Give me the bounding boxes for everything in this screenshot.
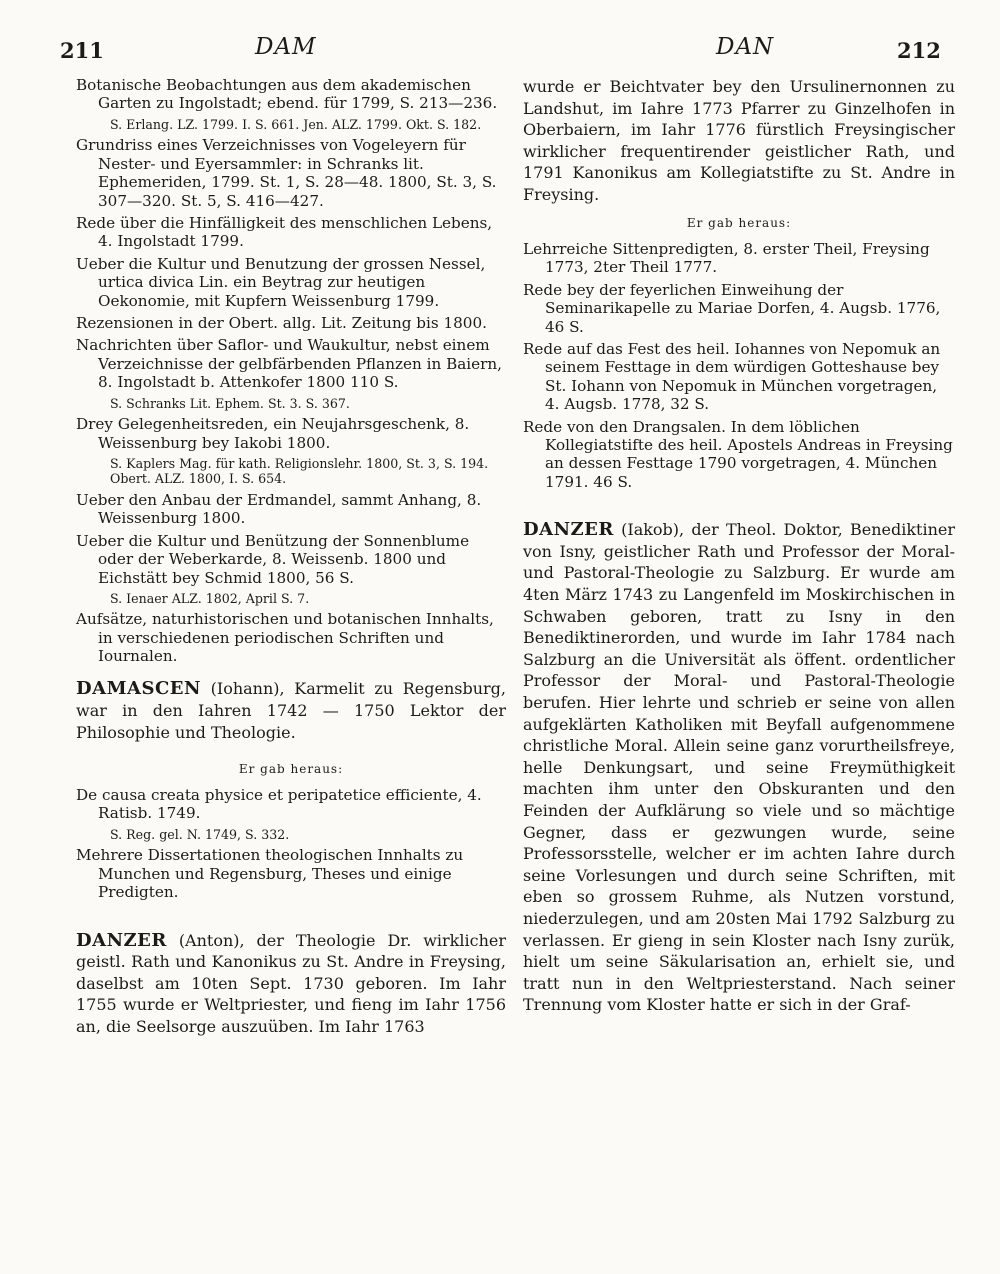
work-entry: Rede über die Hinfälligkeit des menschlichen Lebens, 4. Ingolstadt 1799. <box>76 213 493 251</box>
biography-entry-danzer-jakob <box>523 519 955 1016</box>
page-header <box>0 34 1000 70</box>
work-entry: Lehrreiche Sittenpredigten, 8. erster Theil, Freysing 1773, 2ter Theil 1777. <box>523 239 930 277</box>
left-page-number: 211 <box>60 38 104 63</box>
section-label: Er gab heraus: <box>238 761 344 776</box>
right-running-head: DAN <box>716 34 775 60</box>
right-page-number: 212 <box>897 38 941 63</box>
work-entry: Aufsätze, naturhistorischen und botanischen Innhalts, in verschiedenen periodischen Schriften und Iournalen. <box>76 610 494 666</box>
section-label: Er gab heraus: <box>686 215 792 230</box>
entry-text: (Iakob), der Theol. Doktor, Benediktiner von Isny, geistlicher Rath und Professor der Moral- und Pastoral-Theologie zu Salzburg. Er wurde am 4ten März 1743 zu Langenfeld im Moskirchischen in Schwaben geboren, tratt zu Isny in den Benediktinerorden, und wurde im Iahr 1784 nach Salzburg an die Universität als öffent. ordentlicher Professor der Moral- und Pastoral-Theologie berufen. Hier lehrte und schrieb er seine von allen aufgeklärten Katholiken mit Beyfall aufgenommene christliche Moral. Allein seine ganz vorurtheilsfreye, helle Denkungsart, und seine Freymüthigkeit machten ihm unter den Obskuranten und den Feinden der Aufklärung so viele und so mächtige Gegner, dass er gezwungen wurde, seine Professorsstelle, welcher er im achten Iahre durch seine Vorlesungen und durch seine Schriften, mit eben so grossem Ruhme, als Nutzen vorstund, niederzulegen, und am 20sten Mai 1792 Salzburg zu verlassen. Er gieng in sein Kloster nach Isny zurük, hielt um seine Säkularisation an, erhielt sie, und tratt nun in den Weltpriesterstand. Nach seiner Trennung vom Kloster hatte er sich in der Graf- <box>523 520 956 1015</box>
entry-continuation: wurde er Beichtvater bey den Ursulinernonnen zu Landshut, im Iahre 1773 Pfarrer zu Ginzelhofen in Oberbaiern, im Iahr 1776 fürstlich Freysingischer wirklicher frequentirender geistlicher Rath, und 1791 Kanonikus am Kollegiatstifte zu St. Andre in Freysing. <box>523 77 955 204</box>
biography-entry-damascen <box>76 678 506 744</box>
right-column <box>523 76 955 1032</box>
work-entry: Rezensionen in der Obert. allg. Lit. Zeitung bis 1800. <box>76 313 487 332</box>
work-entry: Ueber die Kultur und Benutzung der grossen Nessel, urtica divica Lin. ein Beytrag zur heutigen Oekonomie, mit Kupfern Weissenburg 1799. <box>76 254 486 310</box>
biography-entry-danzer-anton <box>76 930 506 1038</box>
left-running-head: DAM <box>255 34 317 60</box>
entry-headword: DANZER <box>523 519 614 541</box>
work-entry: Ueber die Kultur und Benützung der Sonnenblume oder der Weberkarde, 8. Weissenb. 1800 und Eichstätt bey Schmid 1800, 56 S. <box>76 531 470 587</box>
work-entry: De causa creata physice et peripatetice efficiente, 4. Ratisb. 1749. <box>76 786 482 823</box>
work-entry: Botanische Beobachtungen aus dem akademischen Garten zu Ingolstadt; ebend. für 1799, S. 213—236. <box>76 76 498 113</box>
entry-headword: DAMASCEN <box>76 677 201 699</box>
entry-text: (Anton), der Theologie Dr. wirklicher geistl. Rath und Kanonikus zu St. Andre in Freysing, daselbst am 10ten Sept. 1730 geboren. Im Iahr 1755 wurde er Weltpriester, und fieng im Iahr 1756 an, die Seelsorge auszuüben. Im Iahr 1763 <box>76 930 506 1036</box>
work-entry: Nachrichten über Saflor- und Waukultur, nebst einem Verzeichnisse der gelbfärbenden Pflanzen in Baiern, 8. Ingolstadt b. Attenkofer 1800 110 S. <box>76 336 503 392</box>
source-reference: S. Reg. gel. N. 1749, S. 332. <box>110 826 290 842</box>
work-entry: Rede von den Drangsalen. In dem löblichen Kollegiatstifte des heil. Apostels Andreas in Freysing an dessen Festtage 1790 vorgetragen, 4. München 1791. 46 S. <box>523 417 953 491</box>
entry-text: (Iohann), Karmelit zu Regensburg, war in den Iahren 1742 — 1750 Lektor der Philosophie und Theologie. <box>76 678 506 742</box>
work-entry: Grundriss eines Verzeichnisses von Vogeleyern für Nester- und Eyersammler: in Schranks lit. Ephemeriden, 1799. St. 1, S. 28—48. 1800, St. 3, S. 307—320. St. 5, S. 416—427. <box>76 136 497 210</box>
source-reference: S. Kaplers Mag. für kath. Religionslehr. 1800, St. 3, S. 194. Obert. ALZ. 1800, I. S. 654. <box>110 455 489 487</box>
work-entry: Drey Gelegenheitsreden, ein Neujahrsgeschenk, 8. Weissenburg bey Iakobi 1800. <box>76 415 470 452</box>
work-entry: Mehrere Dissertationen theologischen Innhalts zu Munchen und Regensburg, Theses und einige Predigten. <box>76 846 464 902</box>
work-entry: Rede bey der feyerlichen Einweihung der Seminarikapelle zu Mariae Dorfen, 4. Augsb. 1776, 46 S. <box>523 280 941 336</box>
source-reference: S. Erlang. LZ. 1799. I. S. 661. Jen. ALZ. 1799. Okt. S. 182. <box>110 116 482 132</box>
work-entry: Ueber den Anbau der Erdmandel, sammt Anhang, 8. Weissenburg 1800. <box>76 490 482 528</box>
source-reference: S. Schranks Lit. Ephem. St. 3. S. 367. <box>110 395 350 411</box>
left-column <box>76 76 506 1054</box>
source-reference: S. Ienaer ALZ. 1802, April S. 7. <box>110 590 310 606</box>
work-entry: Rede auf das Fest des heil. Iohannes von Nepomuk an seinem Festtage in dem würdigen Gotteshause bey St. Iohann von Nepomuk in München vorgetragen, 4. Augsb. 1778, 32 S. <box>523 340 941 414</box>
entry-headword: DANZER <box>76 929 167 951</box>
